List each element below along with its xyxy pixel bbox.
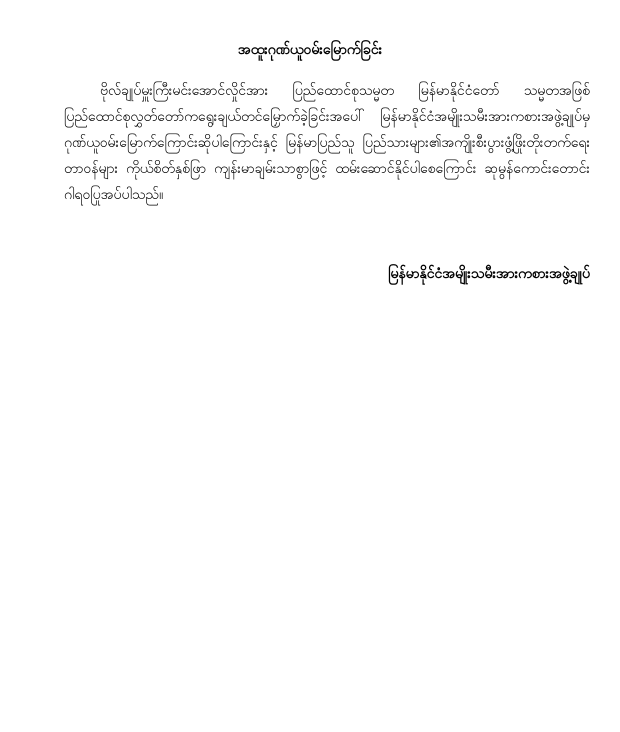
document-signature: မြန်မာနိုင်ငံအမျိုးသမီးအားကစားအဖွဲ့ချုပ်: [388, 266, 590, 282]
document-title: အထူးဂုဏ်ယူဝမ်းမြောက်ခြင်း: [237, 42, 383, 58]
document-body: ဗိုလ်ချုပ်မှူးကြီးမင်းအောင်လှိုင်အား ပြည်ထောင်စုသမ္မတ မြန်မာနိုင်ငံတော် သမ္မတအဖြစ် ပြည်ထောင်စုလွှတ်တော်ကရွေးချယ်တင်မြှောက်ခဲ့ခြင်းအပေါ် မြန်မာနိုင်ငံအမျိုးသမီးအားကစားအဖွဲ့ချုပ်မှ ဂုဏ်ယူဝမ်းမြောက်ကြောင်းဆိုပါကြောင်းနှင့် မြန်မာပြည်သူ ပြည်သားများ၏အကျိုးစီးပွားဖွံ့ဖြိုးတိုးတက်ရေးတာဝန်များ ကိုယ်စိတ်နှစ်ဖြာ ကျန်းမာချမ်းသာစွာဖြင့် ထမ်းဆောင်နိုင်ပါစေကြောင်း ဆုမွန်ကောင်းတောင်းဂါရဝပြုအပ်ပါသည်။: [64, 83, 590, 203]
